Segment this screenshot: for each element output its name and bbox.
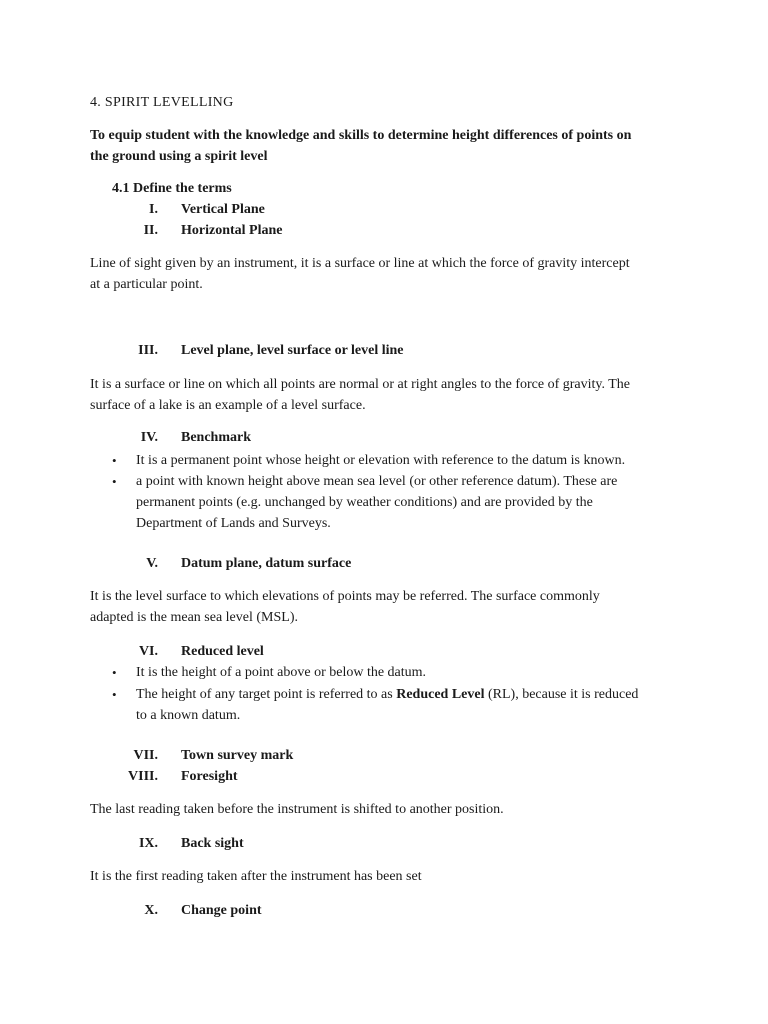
- objective-line-1: To equip student with the knowledge and skills to determine height differences of points on: [90, 128, 632, 143]
- term-number-5: V.: [146, 556, 158, 571]
- subheading-define-terms: 4.1 Define the terms: [112, 181, 232, 196]
- paragraph-datum-2: adapted is the mean sea level (MSL).: [90, 610, 298, 625]
- term-number-1: I.: [149, 202, 158, 217]
- bullet-reduced-2-line-1: [136, 685, 638, 705]
- bullet-icon: •: [112, 687, 117, 702]
- term-town-survey-mark: Town survey mark: [181, 748, 294, 763]
- term-number-4: IV.: [140, 430, 158, 445]
- paragraph-line-of-sight-2: at a particular point.: [90, 277, 203, 292]
- paragraph-line-of-sight-1: Line of sight given by an instrument, it is a surface or line at which the force of gravity intercept: [90, 256, 630, 271]
- bullet-reduced-1: It is the height of a point above or below the datum.: [136, 665, 427, 680]
- bullet-icon: •: [112, 474, 117, 489]
- bullet-reduced-2-post: (RL), because it is reduced: [484, 687, 639, 702]
- term-change-point: Change point: [181, 903, 262, 918]
- term-number-3: III.: [138, 343, 158, 358]
- term-datum-plane: Datum plane, datum surface: [181, 556, 352, 571]
- term-number-6: VI.: [138, 644, 158, 659]
- paragraph-level-surface-1: It is a surface or line on which all points are normal or at right angles to the force of gravity. The: [90, 377, 630, 392]
- term-horizontal-plane: Horizontal Plane: [181, 223, 283, 238]
- paragraph-backsight: It is the first reading taken after the instrument has been set: [90, 869, 422, 884]
- objective-line-2: the ground using a spirit level: [90, 149, 268, 164]
- bullet-benchmark-1: It is a permanent point whose height or elevation with reference to the datum is known.: [136, 453, 626, 468]
- bullet-benchmark-2-line-2: permanent points (e.g. unchanged by weather conditions) and are provided by the: [136, 495, 593, 510]
- bullet-reduced-2-pre: The height of any target point is referred to as: [136, 687, 397, 702]
- bullet-benchmark-2-line-3: Department of Lands and Surveys.: [136, 516, 331, 531]
- term-level-plane: Level plane, level surface or level line: [181, 343, 404, 358]
- bullet-benchmark-2-line-1: a point with known height above mean sea level (or other reference datum). These are: [136, 474, 618, 489]
- bullet-reduced-2-line-2: to a known datum.: [136, 708, 241, 723]
- term-number-2: II.: [143, 223, 158, 238]
- paragraph-datum-1: It is the level surface to which elevations of points may be referred. The surface commonly: [90, 589, 600, 604]
- section-heading: 4. SPIRIT LEVELLING: [90, 95, 234, 110]
- term-number-8: VIII.: [128, 769, 158, 784]
- term-back-sight: Back sight: [181, 836, 244, 851]
- bullet-icon: •: [112, 453, 117, 468]
- term-foresight: Foresight: [181, 769, 238, 784]
- term-number-9: IX.: [138, 836, 158, 851]
- term-vertical-plane: Vertical Plane: [181, 202, 265, 217]
- term-number-10: X.: [144, 903, 158, 918]
- term-reduced-level: Reduced level: [181, 644, 264, 659]
- paragraph-foresight: The last reading taken before the instrument is shifted to another position.: [90, 802, 504, 817]
- term-number-7: VII.: [133, 748, 158, 763]
- bullet-icon: •: [112, 665, 117, 680]
- reduced-level-emphasis: Reduced Level: [396, 687, 485, 702]
- term-benchmark: Benchmark: [181, 430, 251, 445]
- paragraph-level-surface-2: surface of a lake is an example of a level surface.: [90, 398, 366, 413]
